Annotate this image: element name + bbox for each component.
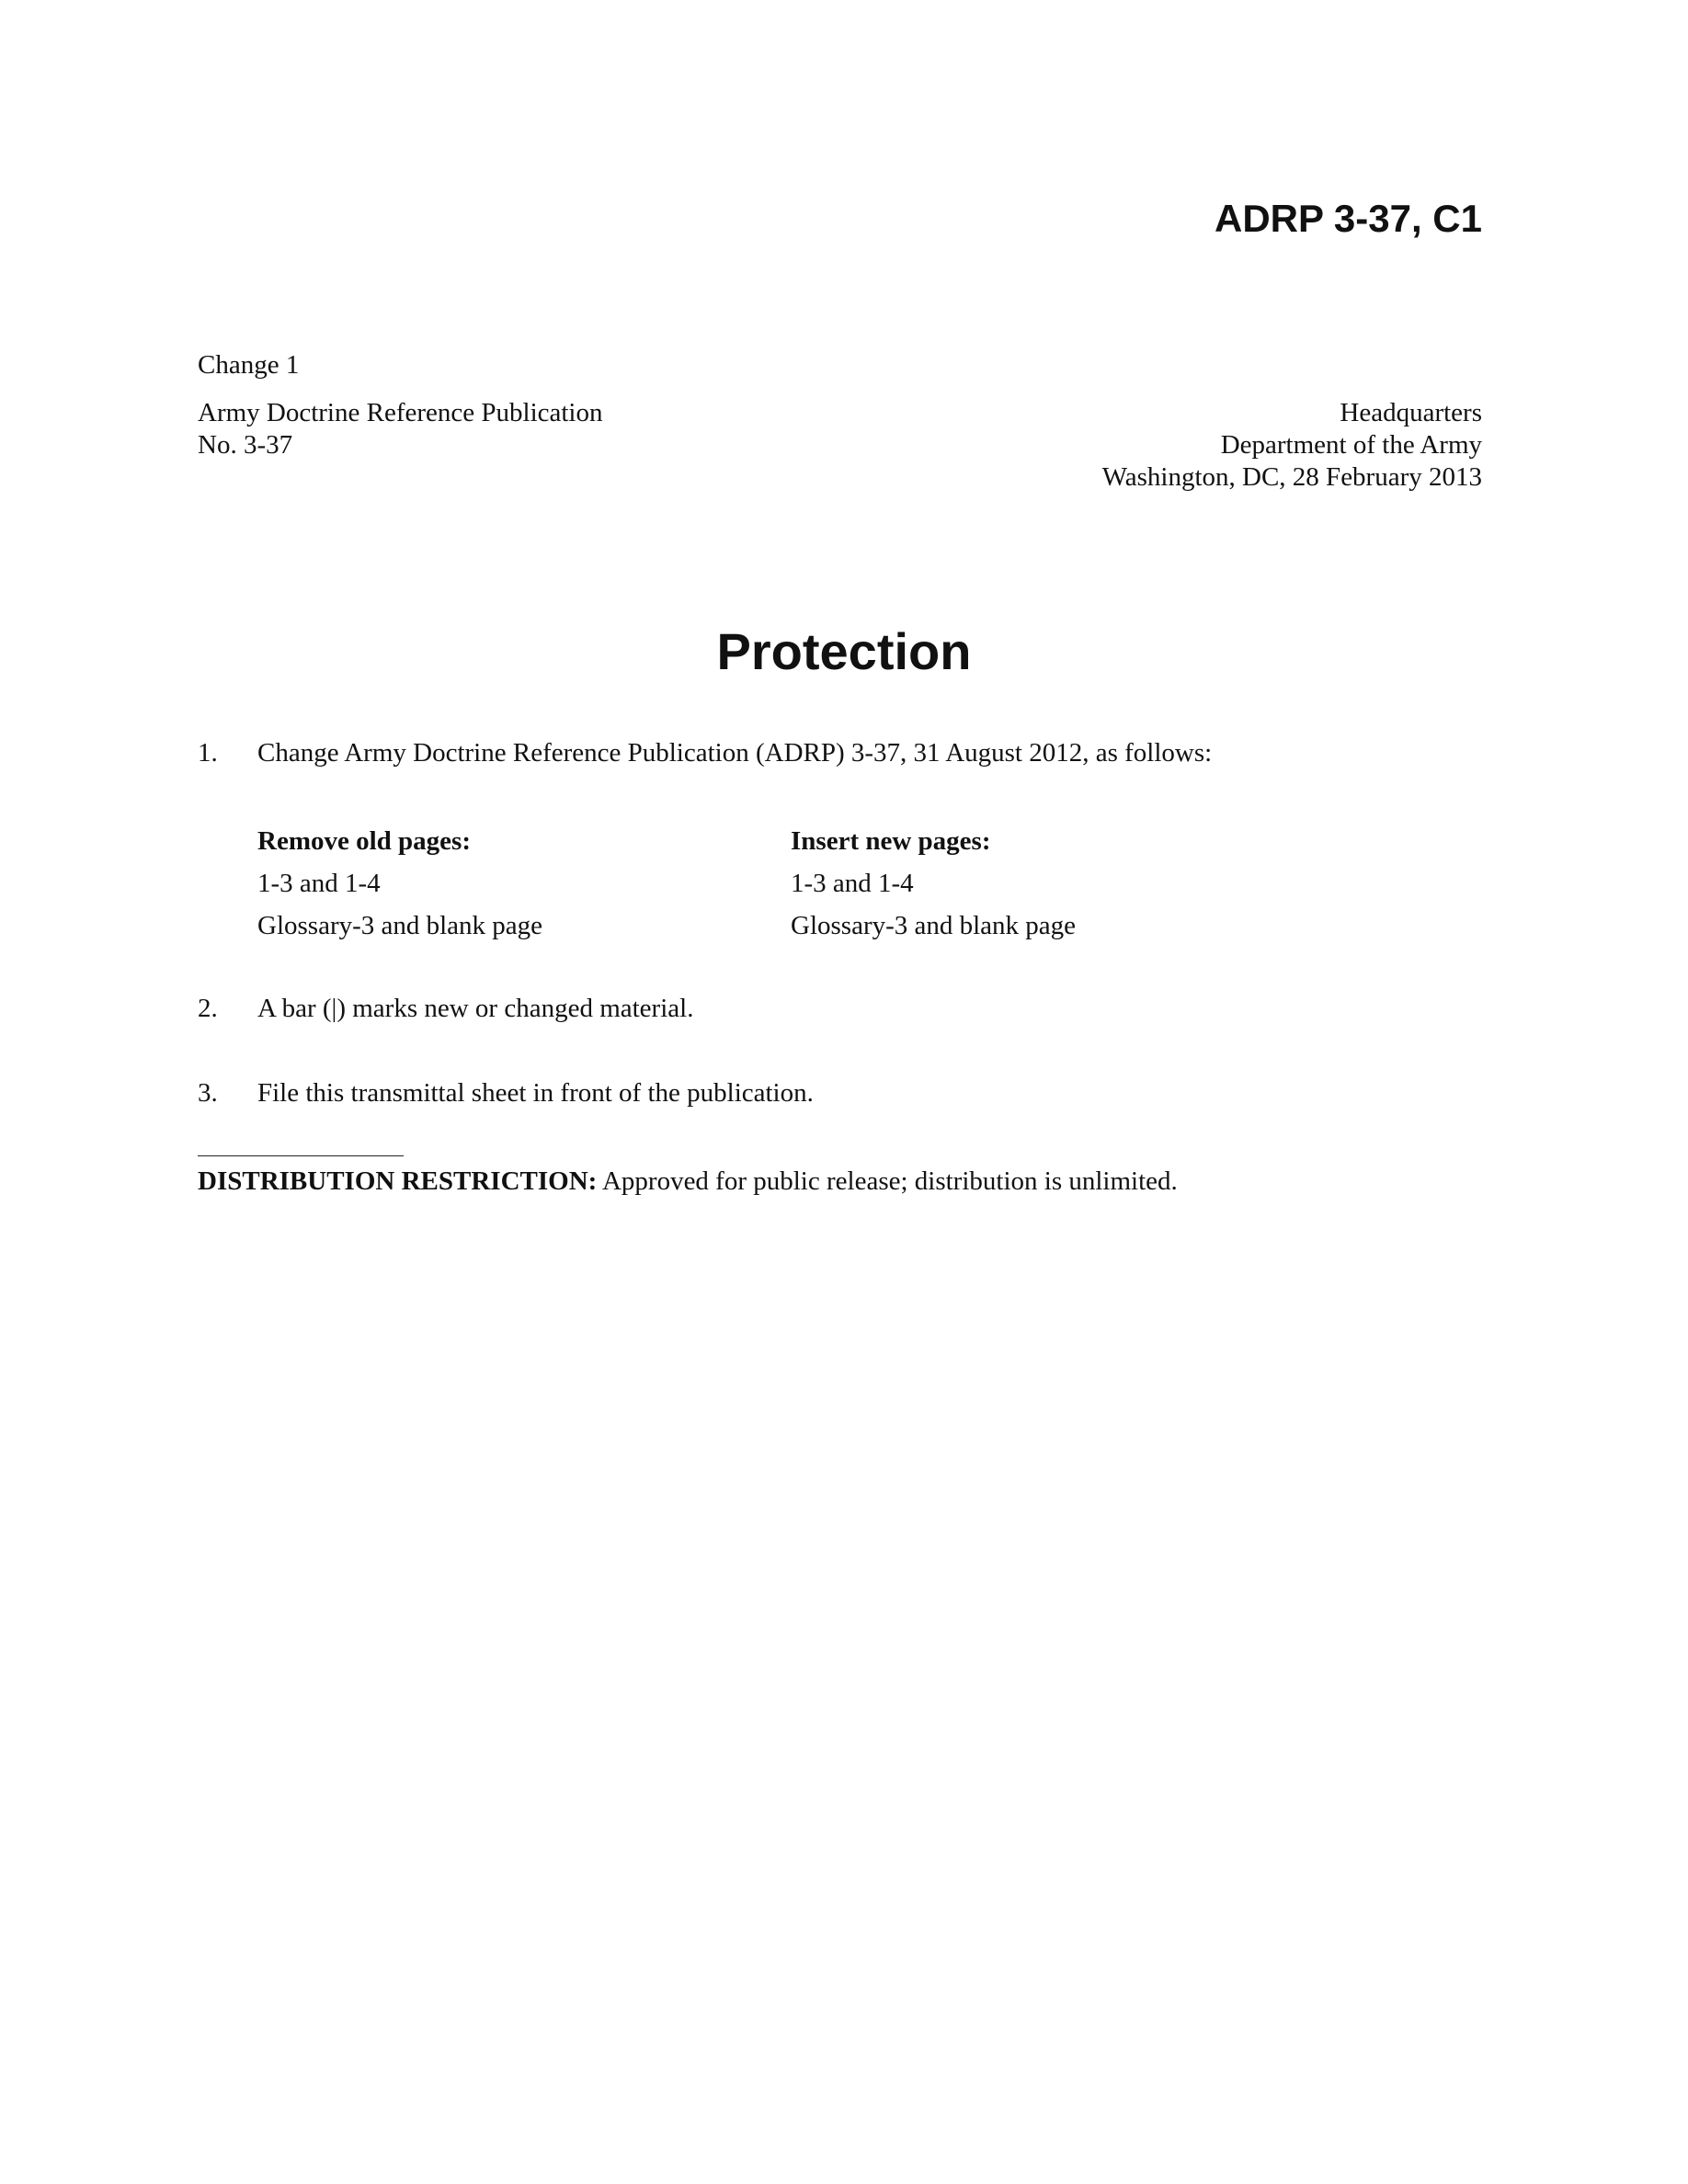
item-number: 2.	[198, 994, 218, 1023]
headquarters-line: Headquarters	[1340, 398, 1482, 427]
remove-pages-column	[257, 825, 542, 942]
publication-block	[198, 397, 602, 461]
insert-pages-column	[791, 825, 1076, 942]
item-text: Change Army Doctrine Reference Publication (ADRP) 3-37, 31 August 2012, as follows:	[257, 738, 1213, 768]
remove-page-entry: 1-3 and 1-4	[257, 869, 381, 898]
remove-pages-heading: Remove old pages:	[257, 826, 471, 856]
insert-page-entry: Glossary-3 and blank page	[791, 911, 1077, 940]
item-text: File this transmittal sheet in front of the publication.	[257, 1078, 814, 1108]
insert-pages-heading: Insert new pages:	[791, 826, 991, 856]
location-date-line: Washington, DC, 28 February 2013	[1101, 462, 1482, 492]
item-number: 3.	[198, 1078, 218, 1108]
document-id-header: ADRP 3-37, C1	[1214, 197, 1482, 240]
footnote-divider	[198, 1155, 404, 1156]
page-title: Protection	[716, 622, 972, 680]
publication-name: Army Doctrine Reference Publication	[198, 398, 603, 427]
headquarters-block	[1102, 397, 1482, 494]
distribution-label: DISTRIBUTION RESTRICTION:	[198, 1166, 598, 1196]
remove-page-entry: Glossary-3 and blank page	[257, 911, 543, 940]
publication-number: No. 3-37	[198, 430, 293, 460]
distribution-text: Approved for public release; distribution is unlimited.	[597, 1166, 1178, 1196]
change-label: Change 1	[198, 350, 300, 380]
item-text: A bar (|) marks new or changed material.	[257, 994, 694, 1023]
insert-page-entry: 1-3 and 1-4	[791, 869, 914, 898]
item-number: 1.	[198, 738, 218, 768]
distribution-restriction	[198, 1166, 1178, 1198]
department-line: Department of the Army	[1220, 430, 1482, 460]
